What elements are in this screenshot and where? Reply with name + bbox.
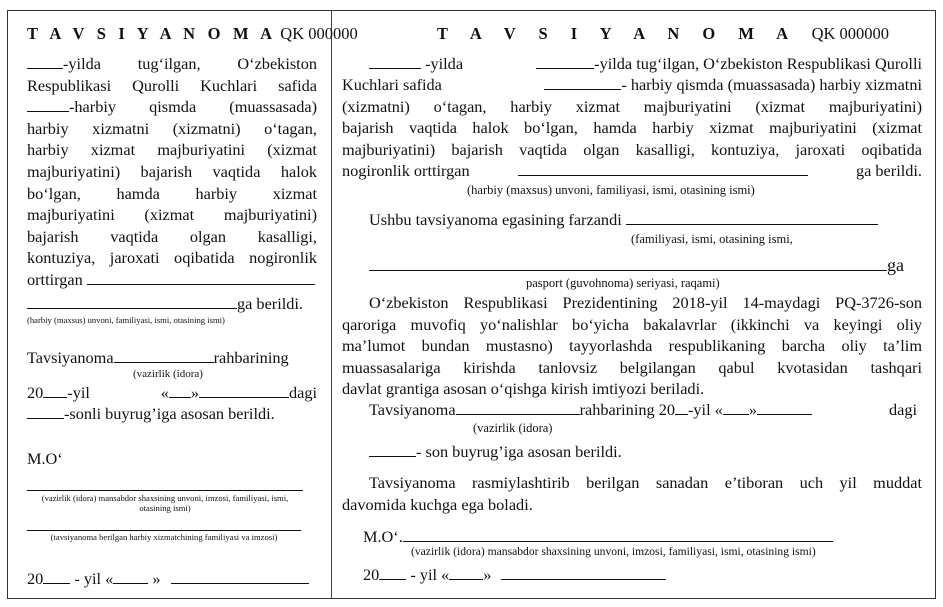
person-name-field-continued[interactable] bbox=[27, 294, 237, 309]
left-body bbox=[27, 54, 317, 292]
order-number-field[interactable] bbox=[27, 404, 64, 419]
right-p1-line-5: majburiyatini) bajarish vaqtida olgan kasalligi, kontuziya, jaroxati oqibatida bbox=[342, 139, 922, 159]
left-line-10: kontuziya, jaroxati oqibatida nogironlik bbox=[27, 248, 317, 268]
left-line-7: bo‘lgan, hamda harbiy xizmat bbox=[27, 183, 317, 203]
issue-year-field[interactable] bbox=[43, 569, 70, 584]
right-ministry-field[interactable] bbox=[456, 400, 580, 415]
order-day-field[interactable] bbox=[169, 383, 191, 398]
order-month-field[interactable] bbox=[199, 383, 289, 398]
right-validity-line-2: davomida kuchga ega boladi. bbox=[342, 494, 533, 514]
left-stamp: M.O‘ bbox=[27, 449, 63, 468]
right-caption-passport: pasport (guvohnoma) seriyasi, raqami) bbox=[526, 276, 720, 290]
right-issue-month-field[interactable] bbox=[501, 565, 666, 580]
left-ga-berildi-row: ga berildi. bbox=[27, 294, 303, 313]
left-line-6: majburiyatini) bajarish vaqtida halok bbox=[27, 161, 317, 181]
person-name-field[interactable] bbox=[87, 270, 315, 285]
right-issue-date-row: 20 - yil « » bbox=[363, 565, 666, 584]
right-issue-year-field[interactable] bbox=[379, 565, 406, 580]
right-caption-person: (harbiy (maxsus) unvoni, familiyasi, ismi, otasining ismi) bbox=[467, 183, 755, 197]
left-issue-date-row: 20 - yil « » bbox=[27, 569, 309, 588]
right-validity bbox=[342, 473, 922, 516]
left-line-2: Respublikasi Qurolli Kuchlari safida bbox=[27, 75, 317, 95]
birth-year-field[interactable] bbox=[27, 54, 63, 69]
ministry-field[interactable] bbox=[114, 348, 214, 363]
military-unit-field[interactable] bbox=[27, 97, 69, 112]
left-title: T A V S I Y A N O M A bbox=[27, 24, 277, 43]
right-p1-line-3: (xizmatni) o‘tagan, harbiy xizmat majburiyatini (xizmat majburiyatini) bbox=[342, 96, 922, 116]
right-title: T A V S I Y A N O M A bbox=[437, 24, 798, 43]
issue-month-field[interactable] bbox=[171, 569, 309, 584]
left-line-5: harbiy xizmat majburiyatini (xizmat bbox=[27, 140, 317, 160]
left-order-row: -sonli buyrug’iga asosan berildi. bbox=[27, 404, 275, 423]
right-ministry-row: Tavsiyanoma rahbarining 20 -yil « » dagi bbox=[369, 400, 917, 419]
left-line-9: bajarish vaqtida olgan kasalligi, bbox=[27, 226, 317, 246]
left-title-row bbox=[27, 24, 358, 44]
left-caption-official: (vazirlik (idora) mansabdor shaxsining unvoni, imzosi, familiyasi, ismi, otasining ismi) bbox=[41, 493, 289, 513]
right-p2-line-1: O‘zbekiston Respublikasi Prezidentining 2018-yil 14-maydagi PQ-3726-son bbox=[369, 293, 922, 312]
right-p2-line-4: muassasalariga kirishda tanlovsiz belgilangan qabul kvotasidan tashqari bbox=[342, 357, 922, 377]
left-line-4: harbiy xizmatni (xizmatni) o‘tagan, bbox=[27, 118, 317, 138]
issue-day-field[interactable] bbox=[113, 569, 148, 584]
right-p1-line-4: bajarish vaqtida halok bo‘lgan, hamda harbiy xizmat majburiyatini (xizmat bbox=[342, 118, 922, 138]
left-caption-recipient: (tavsiyanoma berilgan harbiy xizmatchining familiyasi va imzosi) bbox=[50, 532, 278, 542]
right-paragraph-1 bbox=[342, 54, 922, 182]
right-order-month-field[interactable] bbox=[757, 400, 812, 415]
child-name-field[interactable] bbox=[626, 210, 878, 225]
right-p2-line-5: davlat grantiga asosan o‘qishga kirish imtiyozi beriladi. bbox=[342, 379, 705, 399]
right-child-row: Ushbu tavsiyanoma egasining farzandi bbox=[369, 210, 878, 229]
right-birth-year-field[interactable] bbox=[536, 54, 594, 69]
official-signature-line[interactable] bbox=[27, 490, 303, 491]
right-p2-line-3: ma’lumot bundan mustasno) tayyorlashda respublikaning barcha oliy ta’lim bbox=[342, 336, 922, 356]
child-passport-field[interactable] bbox=[369, 253, 887, 271]
right-issue-day-field[interactable] bbox=[449, 565, 483, 580]
left-date-row: 20 -yil « » dagi bbox=[27, 383, 317, 402]
right-caption-child: (familiyasi, ismi, otasining ismi, bbox=[631, 232, 793, 246]
right-order-number-field[interactable] bbox=[369, 442, 416, 457]
right-birth-day-field[interactable] bbox=[369, 54, 421, 69]
left-line-11: orttirgan bbox=[27, 270, 317, 292]
recipient-signature-line[interactable] bbox=[27, 530, 301, 531]
left-serial-number: QK 000000 bbox=[280, 24, 358, 43]
right-title-row bbox=[437, 24, 889, 44]
right-military-unit-field[interactable] bbox=[544, 75, 621, 90]
left-line-3: -harbiy qismda (muassasada) bbox=[27, 97, 317, 119]
left-line-8: majburiyatini (xizmat majburiyatini) bbox=[27, 205, 317, 225]
right-caption-official: (vazirlik (idora) mansabdor shaxsining unvoni, imzosi, familiyasi, ismi, otasining ismi) bbox=[411, 545, 816, 558]
left-ministry-row: Tavsiyanoma rahbarining bbox=[27, 348, 289, 367]
right-paragraph-2 bbox=[342, 293, 922, 401]
right-order-day-field[interactable] bbox=[723, 400, 749, 415]
right-validity-line-1: Tavsiyanoma rasmiylashtirib berilgan sanadan e’tiboran uch yil muddat bbox=[369, 473, 922, 492]
right-p1-line-6: nogironlik orttirgan ga berildi. bbox=[342, 160, 922, 180]
right-serial-number: QK 000000 bbox=[811, 24, 890, 43]
right-order-year-field[interactable] bbox=[675, 400, 688, 415]
right-stamp-row: M.O‘. bbox=[363, 527, 833, 546]
right-official-signature-line[interactable] bbox=[403, 527, 833, 542]
page-divider bbox=[331, 10, 332, 599]
left-line-1: -yilda tug‘ilgan, O‘zbekiston bbox=[27, 54, 317, 76]
left-caption-ministry: (vazirlik (idora) bbox=[133, 368, 203, 380]
right-caption-ministry: (vazirlik (idora) bbox=[473, 421, 553, 435]
left-caption-person: (harbiy (maxsus) unvoni, familiyasi, ismi, otasining ismi) bbox=[27, 315, 225, 325]
right-p1-line-2: Kuchlari safida - harbiy qismda (muassasada) harbiy xizmatni bbox=[342, 75, 922, 95]
order-year-field[interactable] bbox=[43, 383, 67, 398]
right-passport-row: ga bbox=[369, 253, 904, 275]
right-order-row: - son buyrug’iga asosan berildi. bbox=[369, 442, 622, 461]
right-p2-line-2: qaroriga muvofiq yo‘nalishlar bo‘yicha bakalavrlar (ikkinchi va keyingi oliy bbox=[342, 314, 922, 334]
right-p1-line-1: -yilda -yilda tug‘ilgan, O‘zbekiston Respublikasi Qurolli bbox=[342, 54, 922, 75]
right-person-name-field[interactable] bbox=[518, 161, 808, 176]
